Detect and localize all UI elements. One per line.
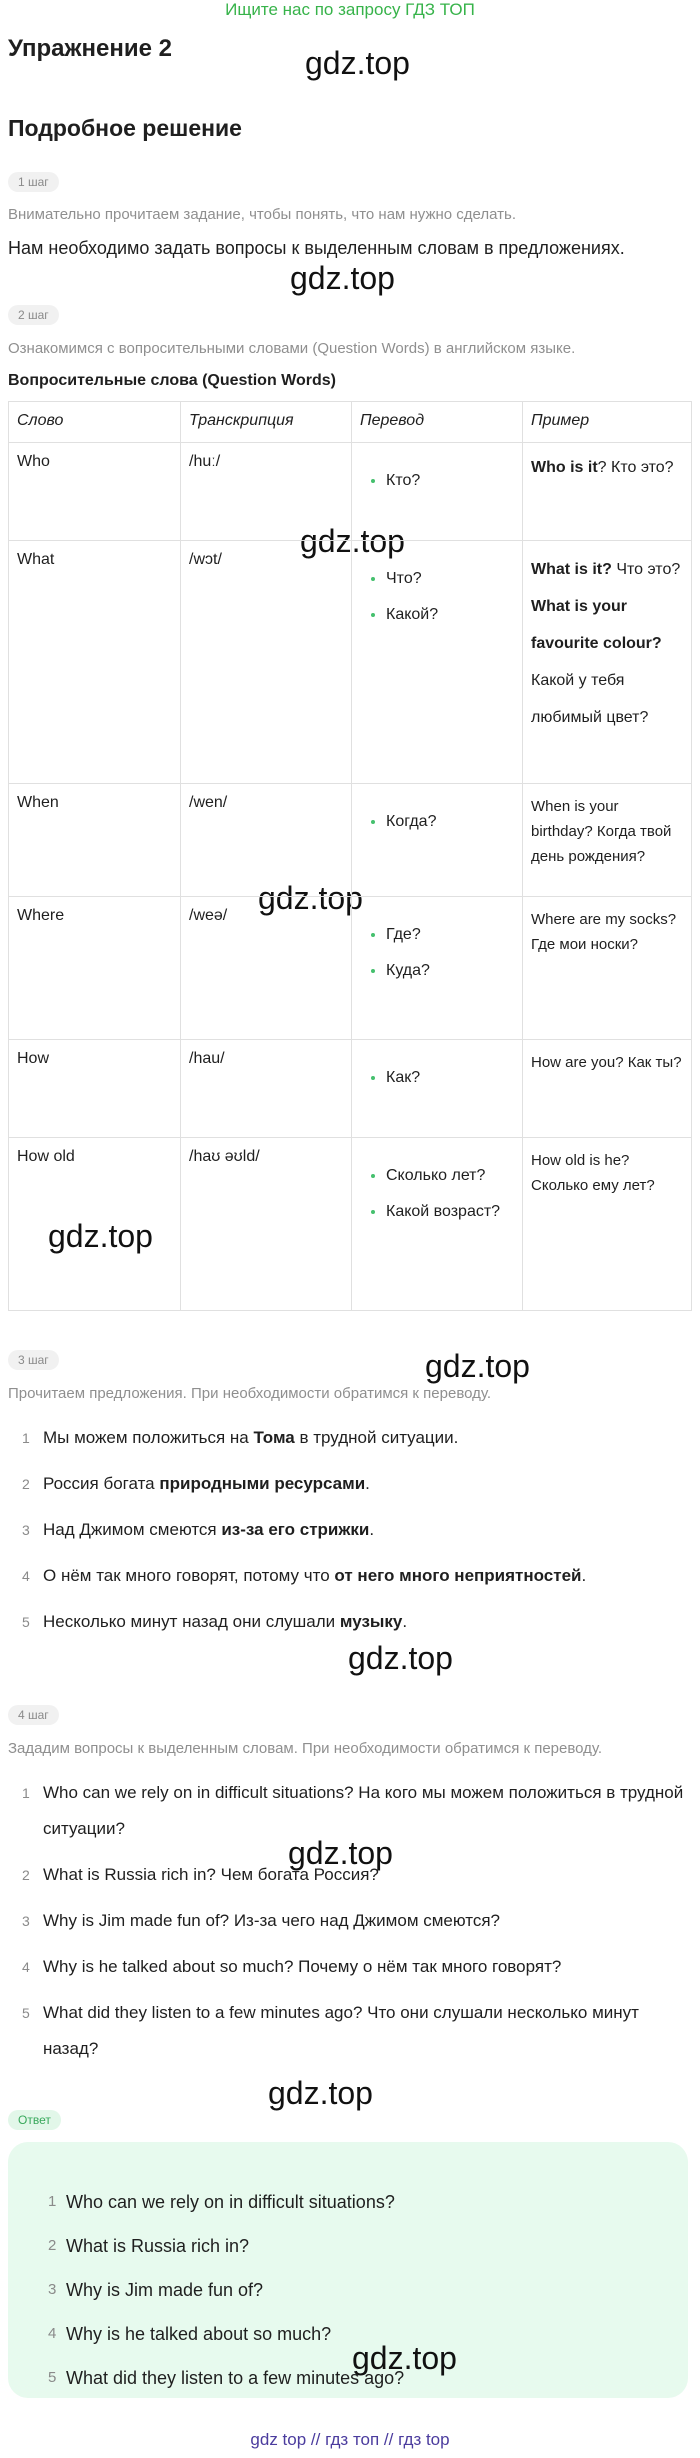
word-cell: What <box>9 541 181 784</box>
translation-item: • Где? <box>386 917 514 953</box>
table-title: Вопросительные слова (Question Words) <box>8 372 336 389</box>
table-row <box>9 1138 692 1311</box>
step-note: Зададим вопросы к выделенным словам. При необходимости обратимся к переводу. <box>8 1740 603 1757</box>
watermark: gdz.top <box>348 1640 453 1676</box>
answer-item: 5 What did they listen to a few minutes ago? <box>48 2368 405 2388</box>
translation-cell <box>352 784 523 897</box>
word-cell: When <box>9 784 181 897</box>
watermark: gdz.top <box>288 1835 393 1871</box>
step-badge: 3 шаг <box>8 1350 59 1370</box>
example-cell: How are you? Как ты? <box>523 1040 692 1138</box>
transcription-cell: /weə/ <box>181 897 352 1040</box>
translation-cell <box>352 1138 523 1311</box>
example-cell: What is it? Что это? What is your favourite colour? Какой у тебя любимый цвет? <box>523 541 692 784</box>
table-row <box>9 784 692 897</box>
page-title: Упражнение 2 <box>8 35 172 62</box>
translation-cell <box>352 897 523 1040</box>
footer-text: gdz top // гдз топ // гдз top <box>250 2430 450 2449</box>
watermark: gdz.top <box>290 260 395 296</box>
section-title: Подробное решение <box>8 115 242 141</box>
word-cell: Where <box>9 897 181 1040</box>
table-row <box>9 443 692 541</box>
translation-item: • Куда? <box>386 953 514 989</box>
translation-cell <box>352 1040 523 1138</box>
word-cell: How old <box>9 1138 181 1311</box>
watermark: gdz.top <box>352 2340 457 2376</box>
list-item: 4 О нём так много говорят, потому что от него много неприятностей. <box>22 1566 587 1585</box>
answer-list <box>8 2180 688 2400</box>
table-header-row <box>9 402 692 443</box>
column-header: Слово <box>9 402 181 443</box>
example-cell: Who is it? Кто это? <box>523 443 692 541</box>
word-cell: Who <box>9 443 181 541</box>
step-badge: 2 шаг <box>8 305 59 325</box>
column-header: Перевод <box>352 402 523 443</box>
step-note: Внимательно прочитаем задание, чтобы понять, что нам нужно сделать. <box>8 206 517 223</box>
list-item: 1 Мы можем положиться на Тома в трудной ситуации. <box>22 1428 459 1447</box>
table-row <box>9 541 692 784</box>
translation-item: • Кто? <box>386 463 514 499</box>
list-item: 3 Why is Jim made fun of? Из-за чего над Джимом смеются? <box>22 1911 500 1930</box>
step-badge: 1 шаг <box>8 172 59 192</box>
step-note: Прочитаем предложения. При необходимости обратимся к переводу. <box>8 1385 492 1402</box>
top-banner: Ищите нас по запросу ГДЗ ТОП <box>225 0 475 19</box>
step-badge: 4 шаг <box>8 1705 59 1725</box>
table-row <box>9 1040 692 1138</box>
translation-cell <box>352 541 523 784</box>
watermark: gdz.top <box>300 523 405 559</box>
list-item: 3 Над Джимом смеются из-за его стрижки. <box>22 1520 375 1539</box>
answer-item: 1 Who can we rely on in difficult situations? <box>48 2192 395 2212</box>
list-item: 2 Россия богата природными ресурсами. <box>22 1474 370 1493</box>
list-item: 5 What did they listen to a few minutes ago? Что они слушали несколько минут назад? <box>22 2003 639 2058</box>
translation-item: • Какой возраст? <box>386 1194 514 1230</box>
translation-cell <box>352 443 523 541</box>
column-header: Транскрипция <box>181 402 352 443</box>
translation-item: • Что? <box>386 561 514 597</box>
example-cell: When is your birthday? Когда твой день рождения? <box>523 784 692 897</box>
list-item: 1 Who can we rely on in difficult situations? На кого мы можем положиться в трудной ситуации? <box>22 1783 684 1838</box>
step-text: Нам необходимо задать вопросы к выделенным словам в предложениях. <box>8 238 625 258</box>
transcription-cell: /haʊ əʊld/ <box>181 1138 352 1311</box>
list-item: 5 Несколько минут назад они слушали музыку. <box>22 1612 408 1631</box>
step-note: Ознакомимся с вопросительными словами (Question Words) в английском языке. <box>8 340 576 357</box>
list-item: 4 Why is he talked about so much? Почему о нём так много говорят? <box>22 1957 562 1976</box>
watermark: gdz.top <box>268 2075 373 2111</box>
answer-item: 3 Why is Jim made fun of? <box>48 2280 264 2300</box>
sentence-list <box>8 1420 688 1650</box>
question-words-table <box>8 401 692 1311</box>
watermark: gdz.top <box>48 1218 153 1254</box>
translation-item: • Какой? <box>386 597 514 633</box>
list-item: 2 What is Russia rich in? Чем богата Россия? <box>22 1865 379 1884</box>
answer-item: 2 What is Russia rich in? <box>48 2236 250 2256</box>
answer-badge: Ответ <box>8 2110 61 2130</box>
transcription-cell: /wɔt/ <box>181 541 352 784</box>
watermark: gdz.top <box>305 45 410 81</box>
transcription-cell: /huː/ <box>181 443 352 541</box>
question-list <box>8 1775 688 2077</box>
answer-item: 4 Why is he talked about so much? <box>48 2324 332 2344</box>
translation-item: • Сколько лет? <box>386 1158 514 1194</box>
transcription-cell: /wen/ <box>181 784 352 897</box>
translation-item: • Когда? <box>386 804 514 840</box>
example-cell: Where are my socks? Где мои носки? <box>523 897 692 1040</box>
example-cell: How old is he? Сколько ему лет? <box>523 1138 692 1311</box>
word-cell: How <box>9 1040 181 1138</box>
column-header: Пример <box>523 402 692 443</box>
table-row <box>9 897 692 1040</box>
translation-item: • Как? <box>386 1060 514 1096</box>
watermark: gdz.top <box>425 1348 530 1384</box>
watermark: gdz.top <box>258 880 363 916</box>
transcription-cell: /hau/ <box>181 1040 352 1138</box>
